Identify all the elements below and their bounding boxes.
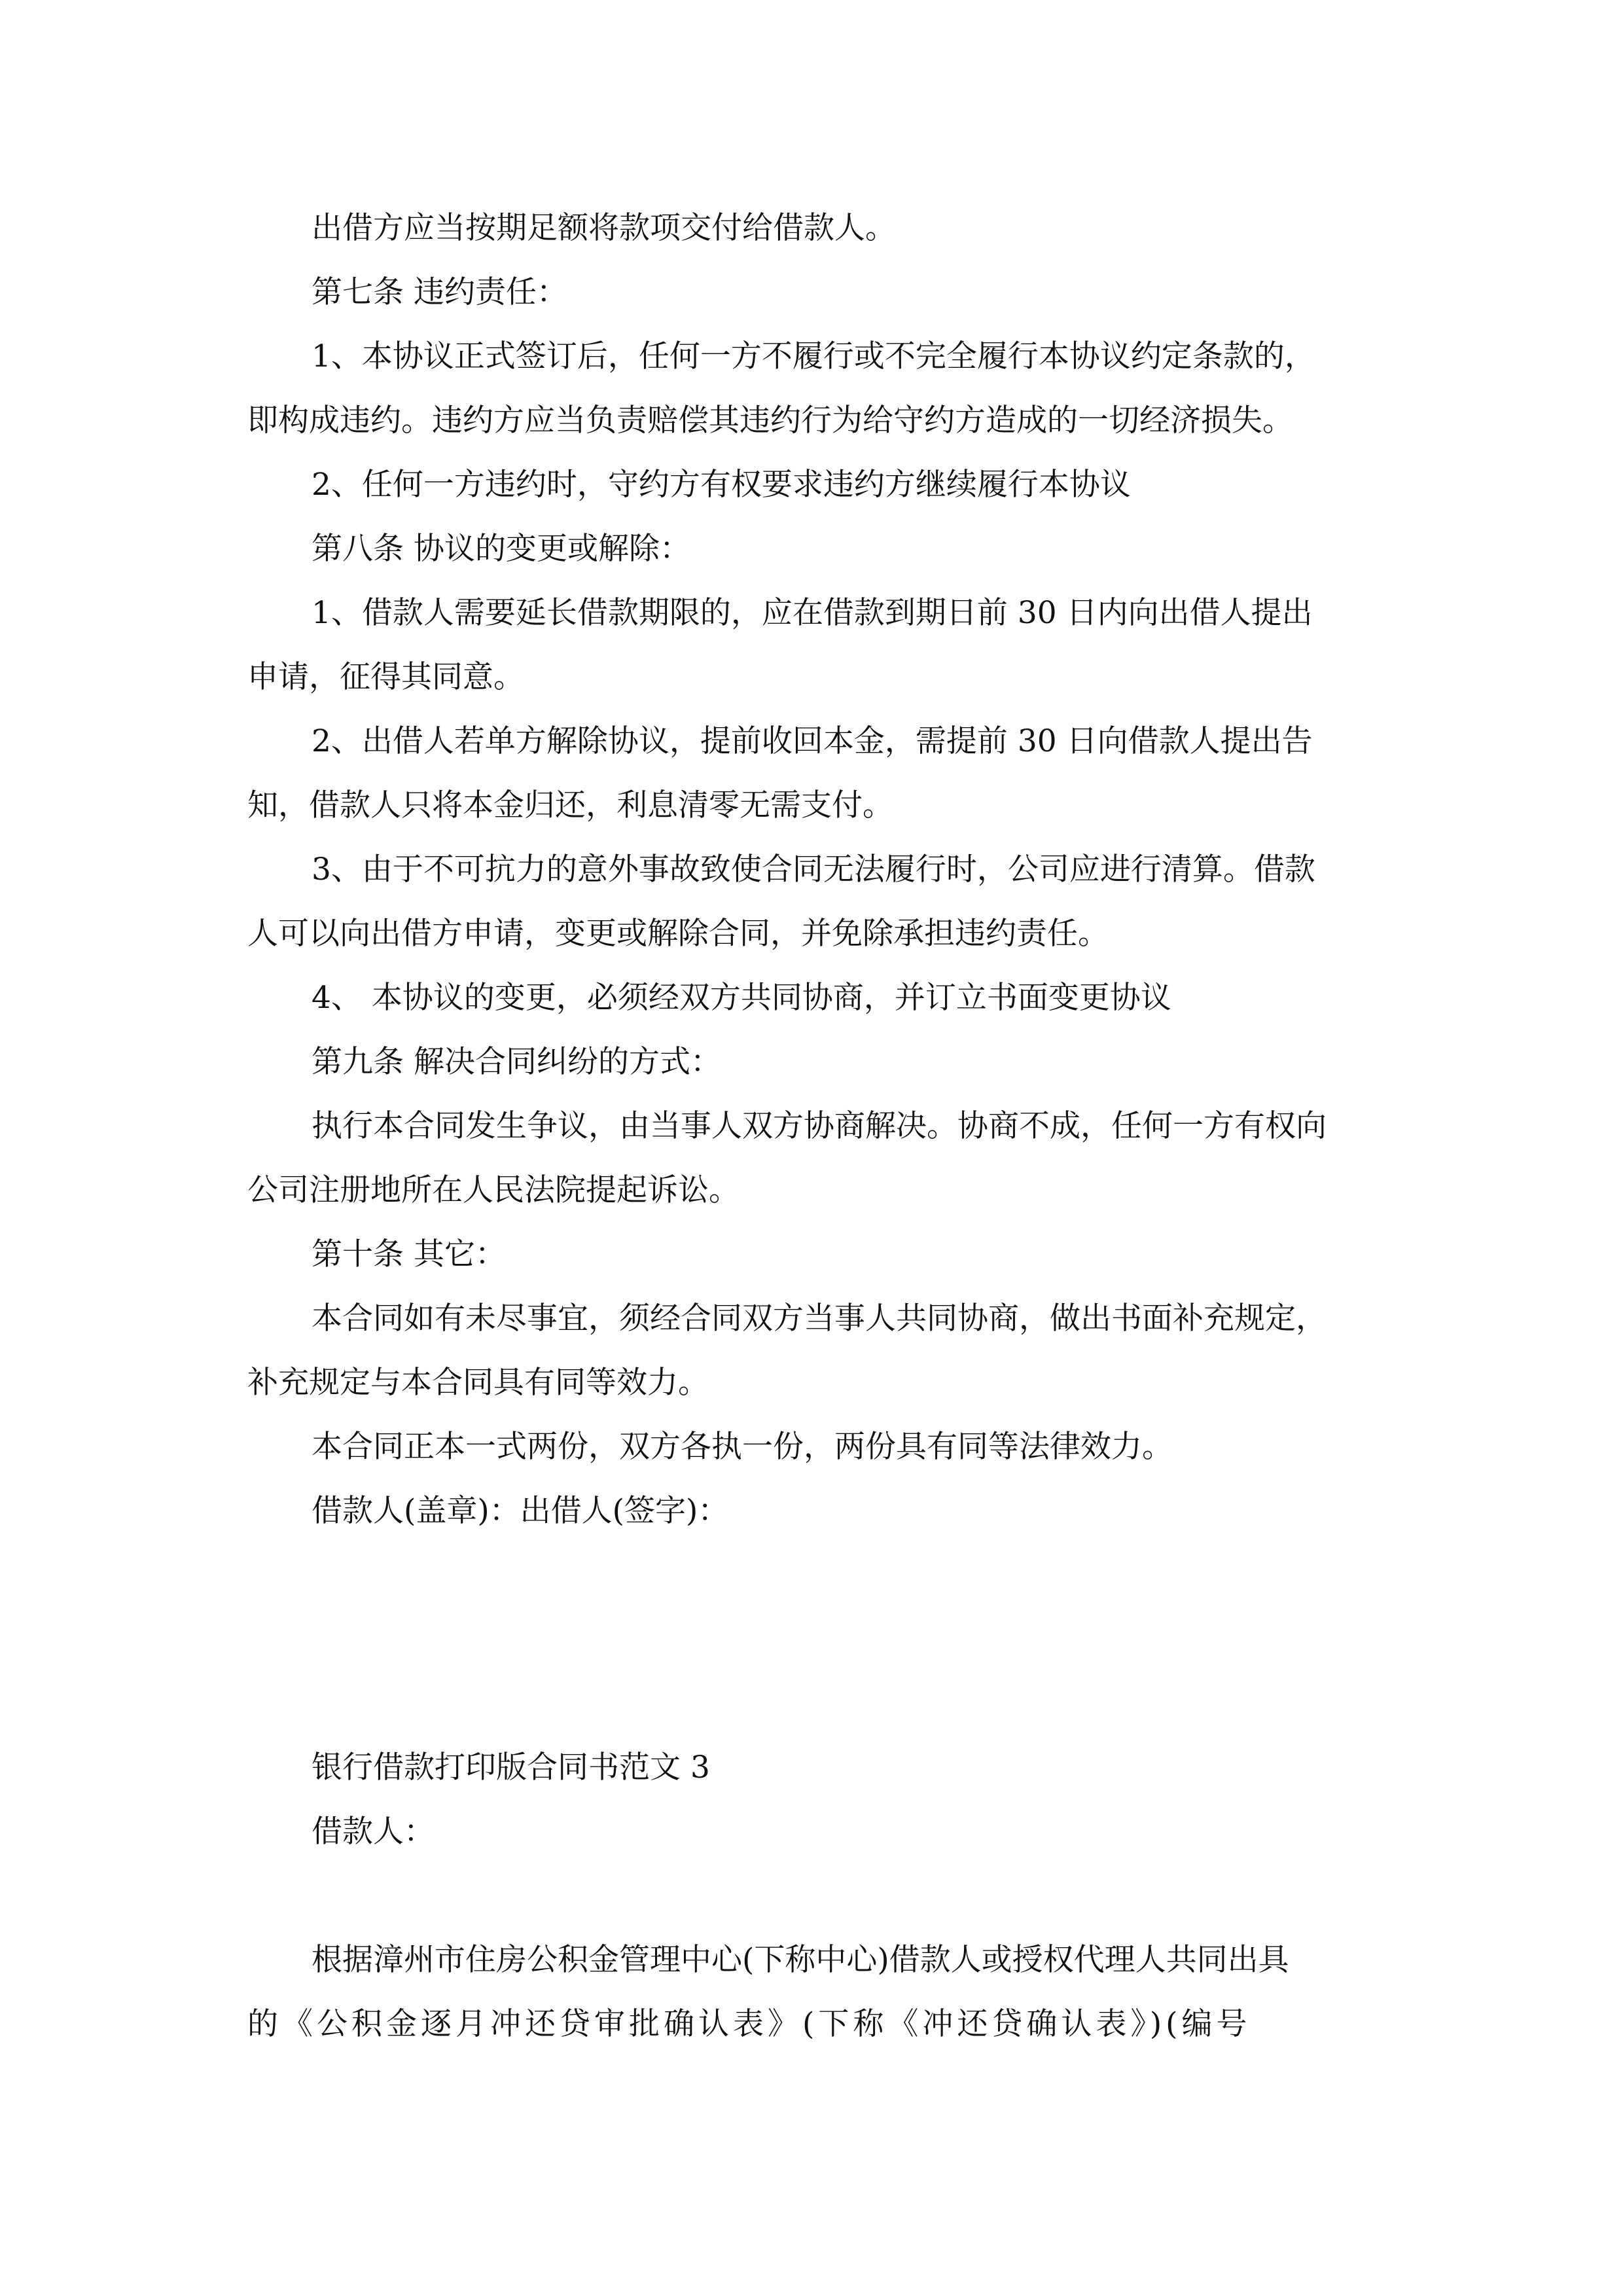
- article-9-heading: 第九条 解决合同纠纷的方式：: [312, 1044, 721, 1080]
- phone-row: [247, 1607, 1394, 1672]
- text-line: 执行本合同发生争议，由当事人双方协商解决。协商不成，任何一方有权向: [312, 1108, 1327, 1144]
- text-line: 知，借款人只将本金归还，利息清零无需支付。: [247, 787, 893, 823]
- article-8-heading: 第八条 协议的变更或解除：: [312, 531, 690, 567]
- text-line: 即构成违约。违约方应当负责赔偿其违约行为给守约方造成的一切经济损失。: [247, 403, 1293, 439]
- text-line: 1、借款人需要延长借款期限的，应在借款到期日前 30 日内向出借人提出: [312, 595, 1313, 631]
- text-line: 本合同如有未尽事宜，须经合同双方当事人共同协商，做出书面补充规定，: [312, 1300, 1327, 1336]
- text-line: 本合同正本一式两份，双方各执一份，两份具有同等法律效力。: [312, 1429, 1173, 1465]
- text-line: 根据漳州市住房公积金管理中心(下称中心)借款人或授权代理人共同出具: [312, 1942, 1289, 1978]
- text-line: 补充规定与本合同具有同等效力。: [247, 1365, 709, 1401]
- article-10-heading: 第十条 其它：: [312, 1236, 506, 1272]
- representative-row: [247, 1543, 1394, 1607]
- section-3-title: 银行借款打印版合同书范文 3: [312, 1749, 710, 1785]
- text-line: 出借方应当按期足额将款项交付给借款人。: [312, 210, 896, 246]
- lender-line: [247, 1864, 1394, 1928]
- text-line: 公司注册地所在人民法院提起诉讼。: [247, 1172, 740, 1208]
- text-line: 的《公积金逐月冲还贷审批确认表》(下称《冲还贷确认表》)(编号: [247, 2006, 1251, 2042]
- article-7-heading: 第七条 违约责任：: [312, 274, 567, 310]
- text-line: 3、由于不可抗力的意外事故致使合同无法履行时，公司应进行清算。借款: [312, 852, 1315, 888]
- text-line: 1、本协议正式签订后，任何一方不履行或不完全履行本协议约定条款的，: [312, 338, 1315, 374]
- signature-parties: 借款人(盖章)：出借人(签字)：: [312, 1493, 729, 1529]
- text-line: 2、任何一方违约时，守约方有权要求违约方继续履行本协议: [312, 467, 1131, 503]
- sign-date-row: [247, 1672, 1394, 1736]
- text-line: 2、出借人若单方解除协议，提前收回本金，需提前 30 日向借款人提出告: [312, 723, 1313, 759]
- text-line: 申请，征得其同意。: [247, 659, 524, 695]
- borrower-line: 借款人：: [312, 1814, 435, 1850]
- document-body: [247, 196, 1394, 2056]
- text-line: 4、 本协议的变更，必须经双方共同协商，并订立书面变更协议: [312, 980, 1171, 1016]
- text-line: 人可以向出借方申请，变更或解除合同，并免除承担违约责任。: [247, 916, 1109, 952]
